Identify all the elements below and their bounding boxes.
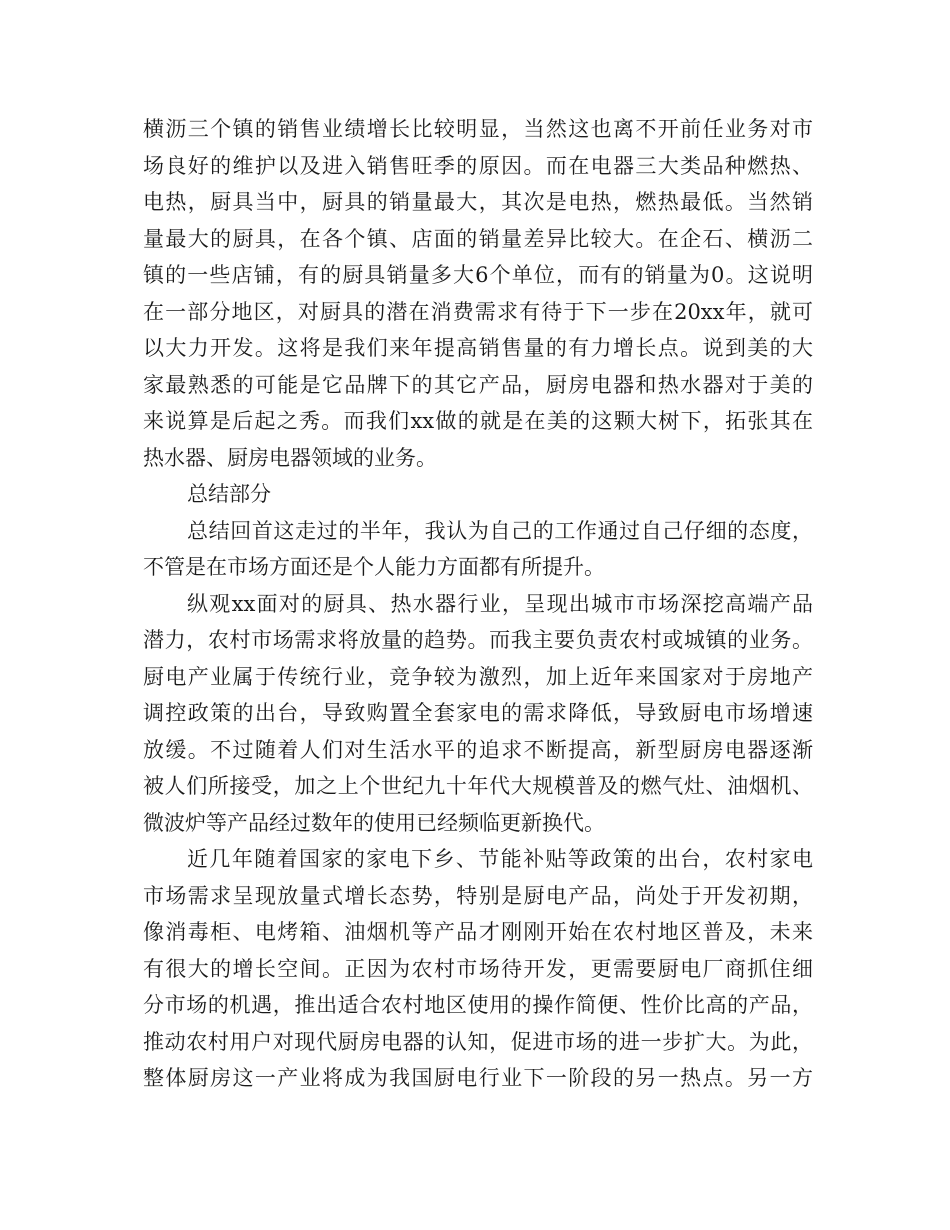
text-line: 在一部分地区，对厨具的潜在消费需求有待于下一步在20xx年，就可 [143, 299, 813, 324]
text-line: 家最熟悉的可能是它品牌下的其它产品，厨房电器和热水器对于美的 [143, 372, 813, 397]
text-line: 热水器、厨房电器领域的业务。 [143, 445, 437, 470]
paragraph [143, 111, 813, 476]
text-line: 总结回首这走过的半年，我认为自己的工作通过自己仔细的态度， [187, 518, 813, 543]
text-line: 场良好的维护以及进入销售旺季的原因。而在电器三大类品种燃热、 [143, 153, 813, 178]
text-line: 不管是在市场方面还是个人能力方面都有所提升。 [143, 555, 605, 579]
text-line: 纵观xx面对的厨具、热水器行业，呈现出城市市场深挖高端产品 [187, 591, 813, 616]
text-line: 整体厨房这一产业将成为我国厨电行业下一阶段的另一热点。另一方 [143, 1066, 813, 1090]
text-line: 像消毒柜、电烤箱、油烟机等产品才刚刚开始在农村地区普及，未来 [143, 920, 813, 944]
text-line: 总结部分 [187, 482, 271, 506]
text-line: 厨电产业属于传统行业，竞争较为激烈，加上近年来国家对于房地产 [143, 664, 813, 689]
paragraph [143, 586, 813, 842]
paragraph [143, 841, 813, 1097]
text-line: 量最大的厨具，在各个镇、店面的销量差异比较大。在企石、横沥二 [143, 226, 813, 251]
text-line: 微波炉等产品经过数年的使用已经频临更新换代。 [143, 810, 605, 835]
text-line: 来说算是后起之秀。而我们xx做的就是在美的这颗大树下，拓张其在 [143, 409, 813, 433]
text-line: 电热，厨具当中，厨具的销量最大，其次是电热，燃热最低。当然销 [143, 190, 813, 214]
paragraph [143, 513, 813, 586]
text-line: 放缓。不过随着人们对生活水平的追求不断提高，新型厨房电器逐渐 [143, 737, 813, 762]
text-line: 市场需求呈现放量式增长态势，特别是厨电产品，尚处于开发初期， [143, 883, 813, 908]
text-line: 推动农村用户对现代厨房电器的认知，促进市场的进一步扩大。为此， [143, 1029, 813, 1054]
text-line: 近几年随着国家的家电下乡、节能补贴等政策的出台，农村家电 [187, 847, 813, 871]
document-body [143, 111, 813, 1097]
text-line: 潜力，农村市场需求将放量的趋势。而我主要负责农村或城镇的业务。 [143, 628, 813, 652]
paragraph [143, 476, 813, 513]
text-line: 分市场的机遇，推出适合农村地区使用的操作简便、性价比高的产品， [143, 993, 813, 1017]
text-line: 镇的一些店铺，有的厨具销量多大6个单位，而有的销量为0。这说明 [143, 263, 813, 287]
text-line: 调控政策的出台，导致购置全套家电的需求降低，导致厨电市场增速 [143, 701, 813, 725]
text-line: 横沥三个镇的销售业绩增长比较明显，当然这也离不开前任业务对市 [143, 117, 813, 141]
text-line: 以大力开发。这将是我们来年提高销售量的有力增长点。说到美的大 [143, 336, 813, 360]
text-line: 被人们所接受，加之上个世纪九十年代大规模普及的燃气灶、油烟机、 [143, 774, 813, 798]
text-line: 有很大的增长空间。正因为农村市场待开发，更需要厨电厂商抓住细 [143, 956, 813, 981]
